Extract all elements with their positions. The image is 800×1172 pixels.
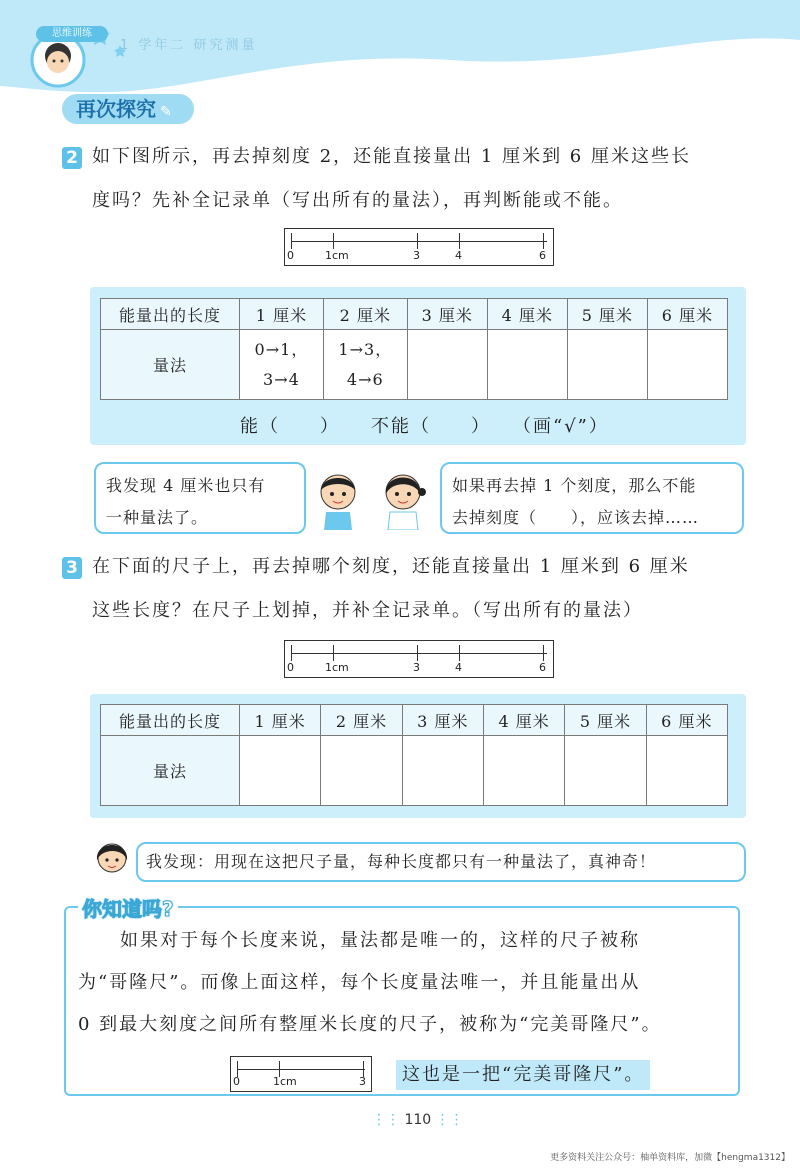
table-header-cell: 3 厘米 [407, 299, 487, 330]
badge: 思维训练 [36, 26, 108, 42]
ruler-tick [333, 233, 334, 249]
table-header-cell: 4 厘米 [487, 299, 567, 330]
ruler-label: 3 [359, 1075, 366, 1088]
pencil-icon: ✎ [160, 104, 172, 120]
table-header-cell: 能量出的长度 [101, 705, 240, 736]
section-title: 再次探究 ✎ [62, 94, 194, 124]
know-text-line3: 0 到最大刻度之间所有整厘米长度的尺子，被称为“完美哥隆尺”。 [78, 1014, 662, 1035]
ruler-label: 6 [539, 661, 546, 674]
ruler-tick[interactable] [543, 645, 544, 661]
table-cell[interactable] [321, 736, 402, 806]
know-text-line1: 如果对于每个长度来说，量法都是唯一的，这样的尺子被称 [120, 930, 640, 951]
table-header-cell: 1 厘米 [240, 705, 321, 736]
table-cell[interactable] [483, 736, 564, 806]
girl-small-avatar-icon [92, 838, 132, 880]
speech-bubble-girl: 如果再去掉 1 个刻度，那么不能 去掉刻度（ ），应该去掉…… [440, 462, 744, 534]
table-cell[interactable] [646, 736, 727, 806]
table-header-cell: 6 厘米 [647, 299, 727, 330]
ruler-q3[interactable] [284, 640, 554, 678]
girl-avatar-icon [378, 470, 428, 530]
ruler-tick [417, 233, 418, 249]
ruler-label: 4 [455, 249, 462, 262]
table-cell[interactable] [565, 736, 646, 806]
ruler-label: 1cm [325, 249, 349, 262]
table-header-cell: 能量出的长度 [101, 299, 240, 330]
question-2-number: 2 [62, 147, 82, 169]
ruler-tick [291, 233, 292, 249]
watermark: 更多资料关注公众号：柚单资料库，加微【hengma1312】 [550, 1153, 790, 1163]
ruler-tick [459, 233, 460, 249]
speech-bubble-boy: 我发现 4 厘米也只有 一种量法了。 [94, 462, 306, 534]
table-header-cell: 6 厘米 [646, 705, 727, 736]
table-header-cell: 5 厘米 [567, 299, 647, 330]
finding-bubble: 我发现：用现在这把尺子量，每种长度都只有一种量法了，真神奇！ [136, 842, 746, 882]
ruler-label: 1cm [273, 1075, 297, 1088]
page-number: ⋮⋮ 110 ⋮⋮ [372, 1112, 464, 1128]
ruler-label: 3 [413, 249, 420, 262]
table-cell[interactable] [567, 330, 647, 400]
ruler-label: 3 [413, 661, 420, 674]
ruler-tick[interactable] [333, 645, 334, 661]
table-cell[interactable] [407, 330, 487, 400]
table-header-cell: 5 厘米 [565, 705, 646, 736]
know-text-line2: 为“哥隆尺”。而像上面这样，每个长度量法唯一，并且能量出从 [78, 972, 641, 993]
ruler-label: 6 [539, 249, 546, 262]
table-cell[interactable]: 1→3， 4→6 [323, 330, 407, 400]
header-faint-text: 1 学年二 研究测量 [120, 38, 258, 53]
q2-record-table [100, 298, 728, 400]
ruler-label: 4 [455, 661, 462, 674]
ruler-tick[interactable] [459, 645, 460, 661]
table-header-cell: 2 厘米 [321, 705, 402, 736]
question-3-text-line2: 这些长度？在尺子上划掉，并补全记录单。（写出所有的量法） [92, 600, 643, 621]
table-cell[interactable] [240, 736, 321, 806]
ruler-perfect-golomb [230, 1056, 372, 1092]
table-header-cell: 2 厘米 [323, 299, 407, 330]
ruler-tick[interactable] [417, 645, 418, 661]
question-2-text-line2: 度吗？先补全记录单（写出所有的量法），再判断能或不能。 [92, 190, 623, 211]
question-3-number: 3 [62, 557, 82, 579]
table-cell[interactable] [487, 330, 567, 400]
q2-answer-line[interactable]: 能（ ） 不能（ ） （画“√”） [240, 416, 609, 437]
table-cell[interactable]: 0→1， 3→4 [240, 330, 324, 400]
q3-record-table [100, 704, 728, 806]
ruler-tick [543, 233, 544, 249]
table-header-cell: 3 厘米 [402, 705, 483, 736]
ruler-label: 0 [287, 661, 294, 674]
ruler-label: 1cm [325, 661, 349, 674]
table-cell[interactable] [647, 330, 727, 400]
ruler-tick[interactable] [291, 645, 292, 661]
ruler-caption: 这也是一把“完美哥隆尺”。 [396, 1060, 650, 1090]
table-row-label: 量法 [101, 330, 240, 400]
question-2-text-line1: 如下图所示，再去掉刻度 2，还能直接量出 1 厘米到 6 厘米这些长 [92, 146, 691, 167]
table-header-cell: 4 厘米 [483, 705, 564, 736]
boy-avatar-icon [314, 470, 362, 530]
table-header-cell: 1 厘米 [240, 299, 324, 330]
table-row-label: 量法 [101, 736, 240, 806]
table-cell[interactable] [402, 736, 483, 806]
ruler-label: 0 [287, 249, 294, 262]
ruler-label: 0 [233, 1075, 240, 1088]
ruler-q2 [284, 228, 554, 266]
question-3-text-line1: 在下面的尺子上，再去掉哪个刻度，还能直接量出 1 厘米到 6 厘米 [92, 556, 690, 577]
did-you-know-title: 你知道吗? [78, 893, 178, 922]
